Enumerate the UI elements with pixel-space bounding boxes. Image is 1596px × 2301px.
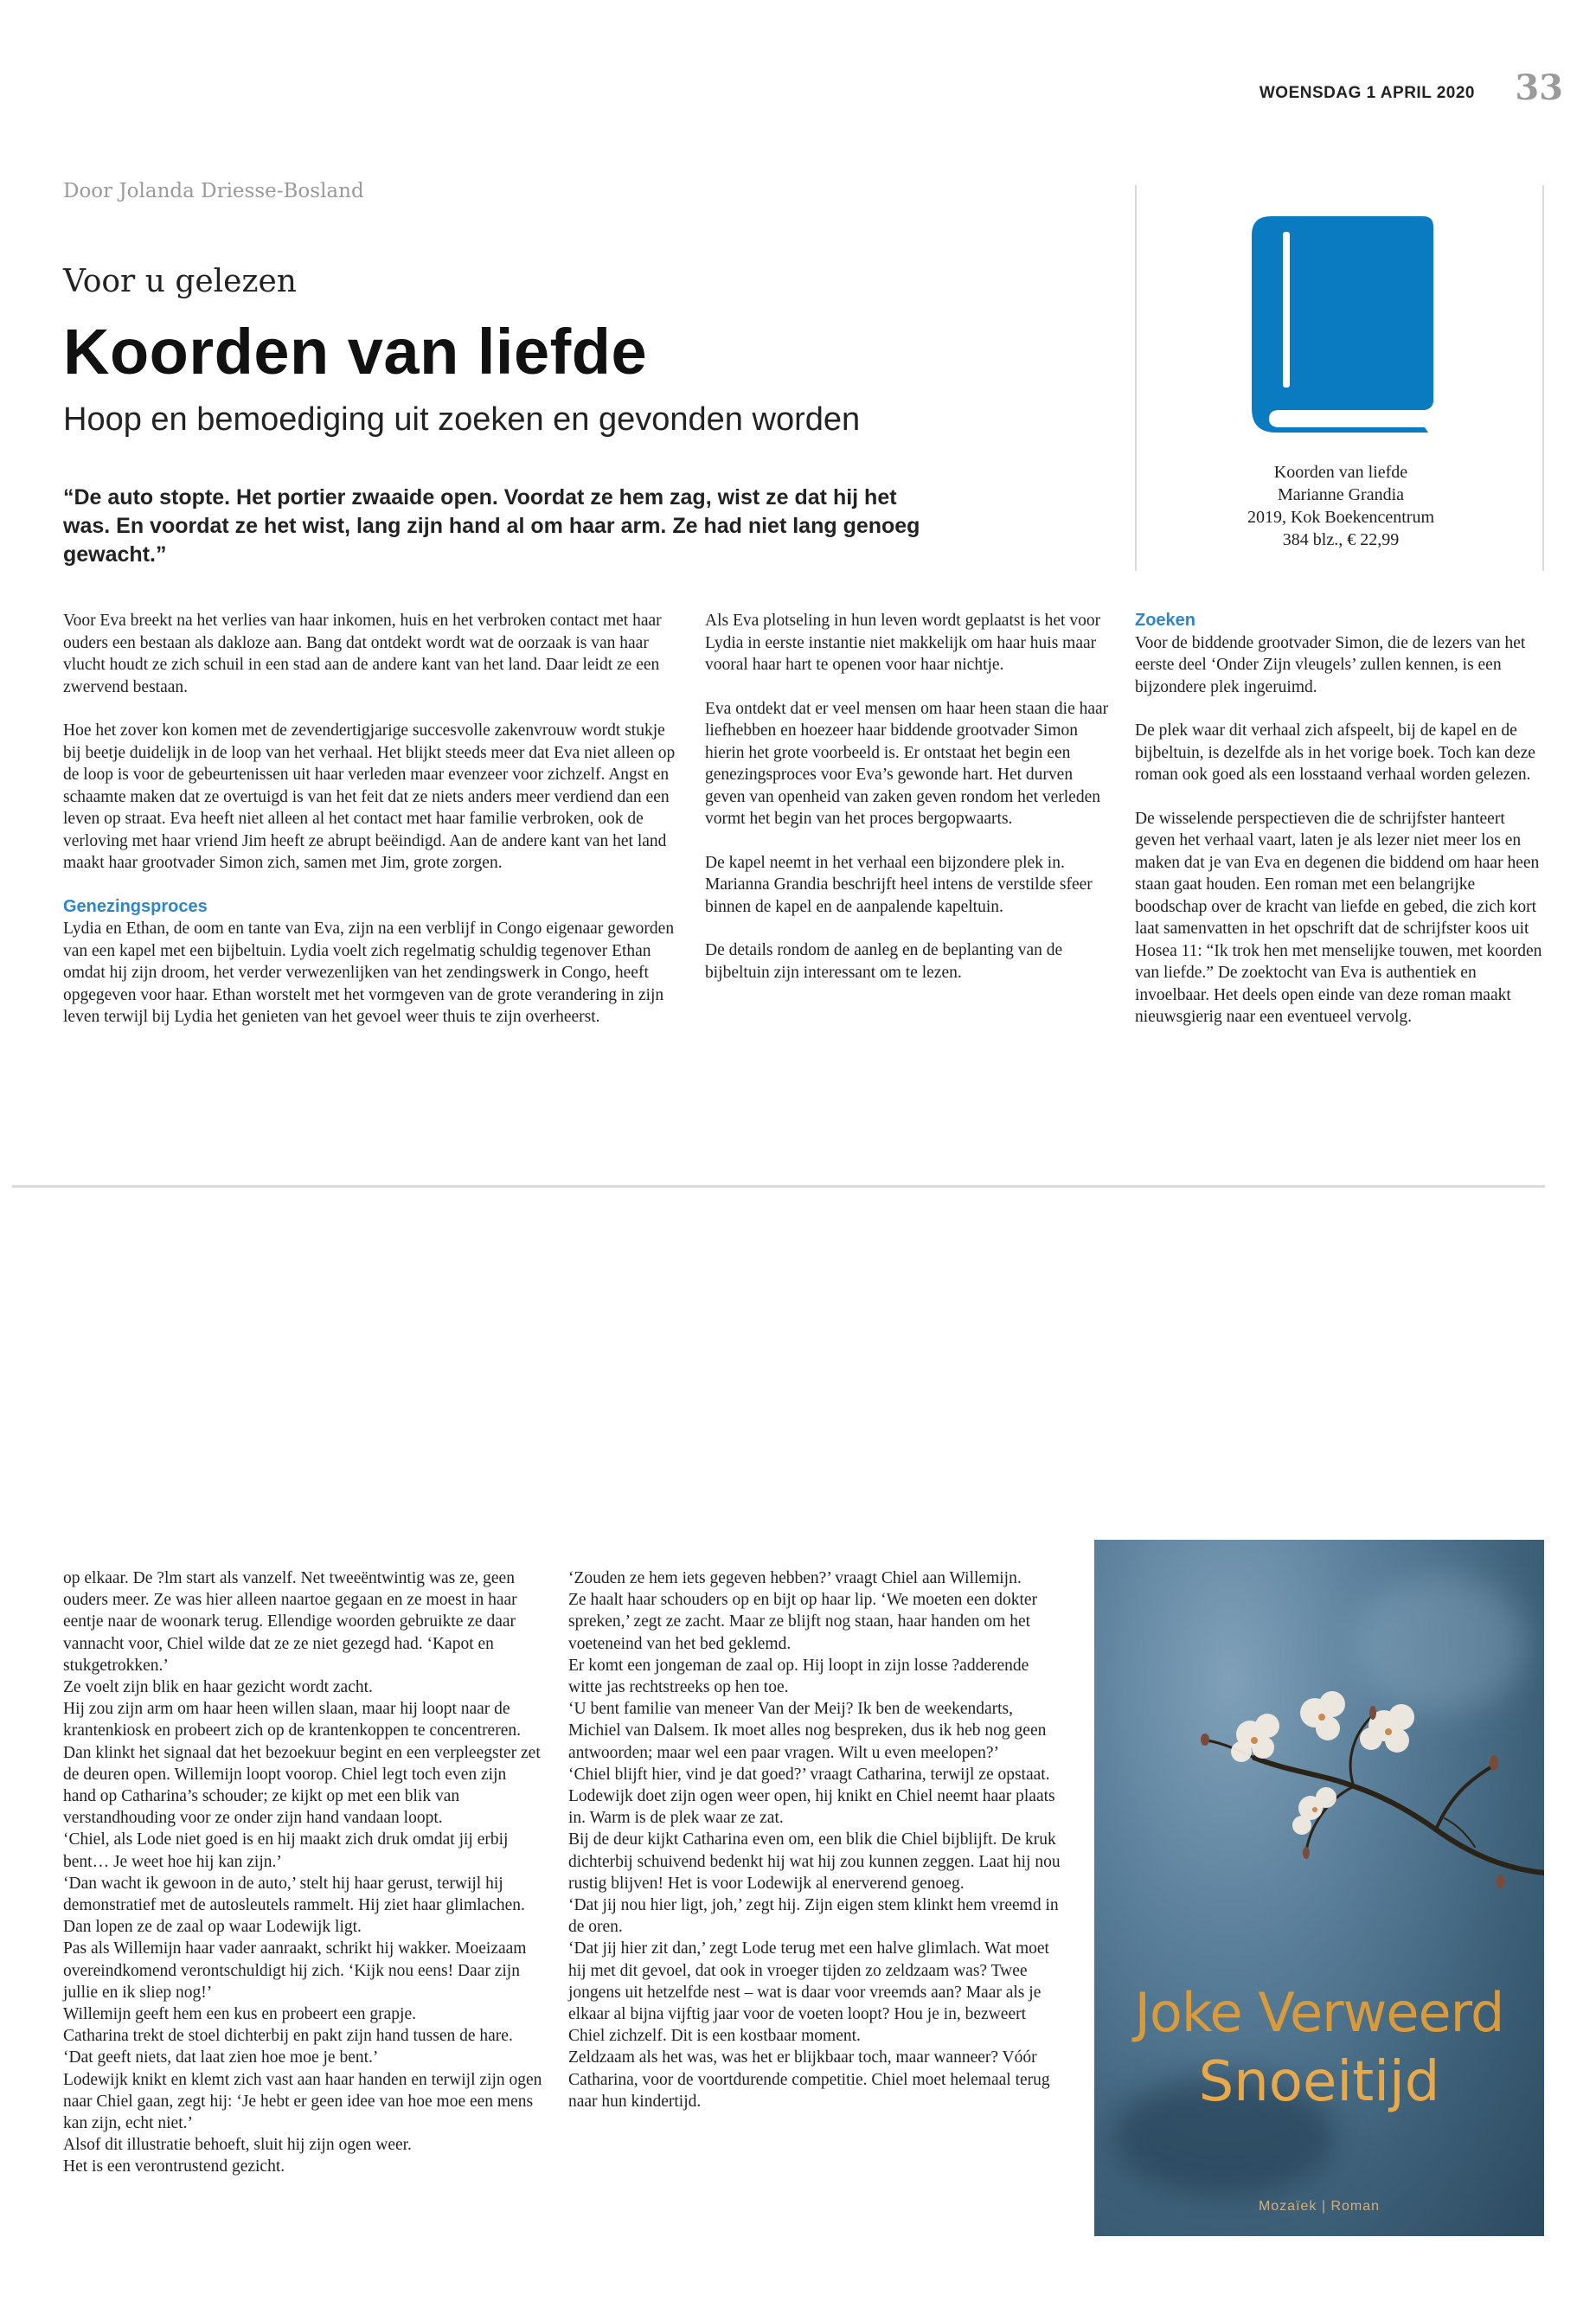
paragraph: De details rondom de aanleg en de beplanting van de bijbeltuin zijn interessant om te lezen.: [705, 941, 1063, 982]
subheading: Zoeken: [1135, 611, 1196, 630]
review-column-3: [1135, 610, 1546, 1050]
paragraph: Als Eva plotseling in hun leven wordt geplaatst is het voor Lydia in eerste instantie niet makkelijk om haar huis maar vooral haar hart te openen voor haar nichtje.: [705, 612, 1101, 674]
cover-publisher: Mozaïek | Roman: [1258, 2199, 1381, 2214]
section-separator: [12, 1185, 1545, 1188]
subheading: Genezingsproces: [63, 896, 208, 916]
review-column-1: [63, 610, 677, 1050]
cover-title: Snoeitijd: [1198, 2050, 1440, 2114]
paragraph: Eva ontdekt dat er veel mensen om haar heen staan die haar liefhebben en hoezeer haar biddende grootvader Simon hierin het grote voorbeeld is. Er ontstaat het begin een genezingsproces voor Eva’s gewonde hart. Het durven geven van openheid van zaken geven rondom het verleden vormt het begin van het proces bergopwaarts.: [705, 699, 1109, 828]
article-subtitle: Hoop en bemoediging uit zoeken en gevonden worden: [63, 401, 861, 438]
paragraph: De wisselende perspectieven die de schrijfster hanteert geven het verhaal vaart, laten je als lezer niet meer los en maken dat je van Eva en degenen die biddend om haar heen staan gaat houden. Een roman met een belangrijke boodschap over de kracht van liefde en gebed, die zich kort laat samenvatten in het opschrift dat de schrijfster koos uit Hosea 11: “Ik trok hen met menselijke touwen, met koorden van liefde.” De zoektocht van Eva is authentiek en invoelbaar. Het deels open einde van deze roman maakt nieuwsgierig naar een eventueel vervolg.: [1135, 809, 1542, 1026]
excerpt-text: ‘Zouden ze hem iets gegeven hebben?’ vraagt Chiel aan Willemijn. Ze haalt haar schouders op en bijt op haar lip. ‘We moeten een dokter spreken,’ zegt ze zacht. Maar ze blijft nog staan, haar handen om het voeteneind van het bed geklemd. Er komt een jongeman de zaal op. Hij loopt in zijn losse ?adderende witte jas rechtstreeks op hen toe. ‘U bent familie van meneer Van der Meij? Ik ben de weekendarts, Michiel van Dalsem. Ik moet alles nog bespreken, dus ik heb nog geen antwoorden; maar wel een paar vragen. Wilt u even meelopen?’ ‘Chiel blijft hier, vind je dat goed?’ vraagt Catharina, terwijl ze opstaat. Lodewijk doet zijn ogen weer open, hij knikt en Chiel neemt haar plaats in. Warm is de plek waar ze zat. Bij de deur kijkt Catharina even om, een blik die Chiel bijblijft. De kruk dichterbij schuivend bedenkt hij wat hij zou kunnen zeggen. Laat hij nou rustig blijven! Het is voor Lodewijk al enerverend genoeg. ‘Dat jij nou hier ligt, joh,’ zegt hij. Zijn eigen stem klinkt hem vreemd in de oren. ‘Dat jij hier zit dan,’ zegt Lode terug met een halve glimlach. Wat moet hij met dit gevoel, dat ook in vroeger tijden zo zeldzaam was? Twee jongens uit hetzelfde nest – wat is daar voor vreemds aan? Maar als je elkaar al bijna vijftig jaar voor de voeten loopt? Hou je in, bezweert Chiel zichzelf. Dit is een kostbaar moment. Zeldzaam als het was, was het er blijkbaar toch, maar wanneer? Vóór Catharina, voor de voortdurende competitie. Chiel moet helemaal terug naar hun kindertijd.: [568, 1569, 1061, 2111]
book-publisher: 2019, Kok Boekencentrum: [1247, 508, 1435, 527]
book-cover: [1094, 1540, 1544, 2236]
sidebar-divider: [1542, 185, 1544, 571]
pullquote: “De auto stopte. Het portier zwaaide open. Voordat ze hem zag, wist ze dat hij het was. En voordat ze het wist, lang zijn hand al om haar arm. Ze had niet lang genoeg gewacht.”: [63, 485, 920, 567]
kicker: Voor u gelezen: [63, 264, 297, 299]
sidebar-divider: [1135, 185, 1137, 571]
review-column-2: [705, 610, 1116, 1005]
paragraph: Voor de biddende grootvader Simon, die de lezers van het eerste deel ‘Onder Zijn vleugels’ zullen kennen, is een bijzondere plek ingeruimd.: [1135, 633, 1526, 696]
excerpt-text: op elkaar. De ?lm start als vanzelf. Net tweeëntwintig was ze, geen ouders meer. Ze was hier alleen naartoe gegaan en ze moest in haar eentje naar de woonark terug. Ellendige woorden gebruikte ze daar vannacht voor, Chiel wilde dat ze ze niet gezegd had. ‘Kapot en stukgetrokken.’ Ze voelt zijn blik en haar gezicht wordt zacht. Hij zou zijn arm om haar heen willen slaan, maar hij loopt naar de krantenkiosk en probeert zich op de krantenkoppen te concentreren. Dan klinkt het signaal dat het bezoekuur begint en een verpleegster zet de deuren open. Willemijn loopt voorop. Chiel legt toch even zijn hand op Catharina’s schouder; ze kijkt op met een blik van verstandhouding voor ze onder zijn hand vandaan loopt. ‘Chiel, als Lode niet goed is en hij maakt zich druk omdat jij erbij bent… Je weet hoe hij kan zijn.’ ‘Dan wacht ik gewoon in de auto,’ stelt hij haar gerust, terwijl hij demonstratief met de autosleutels rammelt. Hij ziet haar glimlachen. Dan lopen ze de zaal op waar Lodewijk ligt. Pas als Willemijn haar vader aanraakt, schrikt hij wakker. Moeizaam overeindkomend verontschuldigt hij zich. ‘Kijk nou eens! Daar zijn jullie en ik sliep nog!’ Willemijn geeft hem een kus en probeert een grapje. Catharina trekt de stoel dichterbij en pakt zijn hand tussen de hare. ‘Dat geeft niets, dat laat zien hoe moe je bent.’ Lodewijk knikt en klemt zich vast aan haar handen en terwijl zijn ogen naar Chiel gaan, zegt hij: ‘Je hebt er geen idee van hoe moe een mens kan zijn, echt niet.’ Alsof dit illustratie behoeft, sluit hij zijn ogen weer. Het is een verontrustend gezicht.: [63, 1569, 542, 2176]
cover-author: Joke Verweerd: [1134, 1981, 1504, 2044]
book-details: 384 blz., € 22,99: [1282, 530, 1400, 549]
header-date: WOENSDAG 1 APRIL 2020: [1259, 84, 1475, 102]
byline: Door Jolanda Driesse-Bosland: [63, 180, 364, 202]
book-author: Marianne Grandia: [1277, 485, 1405, 504]
paragraph: Hoe het zover kon komen met de zevendertigjarige succesvolle zakenvrouw wordt stukje bij beetje duidelijk in de loop van het verhaal. Het blijkt steeds meer dat Eva niet alleen op de loop is voor de gebeurtenissen uit haar verleden maar evenzeer voor zichzelf. Angst en schaamte maken dat ze overtuigd is van het feit dat ze niets anders meer verdiend dan een leven op straat. Eva heeft niet alleen al het contact met haar familie verbroken, ook de verloving met haar vriend Jim heeft ze abrupt beëindigd. Aan de andere kant van het land maakt haar grootvader Simon zich, samen met Jim, grote zorgen.: [63, 721, 676, 872]
paragraph: De kapel neemt in het verhaal een bijzondere plek in. Marianna Grandia beschrijft heel intens de verstilde sfeer binnen de kapel en de aanpalende kapeltuin.: [705, 853, 1093, 916]
book-info: [1159, 461, 1522, 551]
paragraph: Lydia en Ethan, de oom en tante van Eva, zijn na een verblijf in Congo eigenaar geworden van een kapel met een bijbeltuin. Lydia voelt zich regelmatig schuldig tegenover Ethan omdat hij zijn droom, het verder verwezenlijken van het zendingswerk in Congo, heeft opgegeven voor haar. Ethan worstelt met het vormgeven van de grote verandering in zijn leven terwijl bij Lydia het genieten van het gevoel weer thuis te zijn overheerst.: [63, 920, 675, 1026]
page-number: 33: [1515, 67, 1563, 108]
paragraph: Voor Eva breekt na het verlies van haar inkomen, huis en het verbroken contact met haar ouders een bestaan als dakloze aan. Bang dat ontdekt wordt wat de oorzaak is van haar vlucht houdt ze zich schuil in een stad aan de andere kant van het land. Daar leidt ze een zwervend bestaan.: [63, 612, 662, 696]
paragraph: De plek waar dit verhaal zich afspeelt, bij de kapel en de bijbeltuin, is dezelfde als in het vorige boek. Toch kan deze roman ook goed als een losstaand verhaal worden gelezen.: [1135, 721, 1535, 784]
blossom-branch-illustration: [1094, 1540, 1544, 2236]
excerpt-column-1: [63, 1567, 543, 2178]
book-icon: [1252, 216, 1433, 433]
excerpt-column-2: [568, 1567, 1061, 2112]
book-title: Koorden van liefde: [1273, 463, 1408, 482]
article-title: Koorden van liefde: [63, 316, 648, 388]
